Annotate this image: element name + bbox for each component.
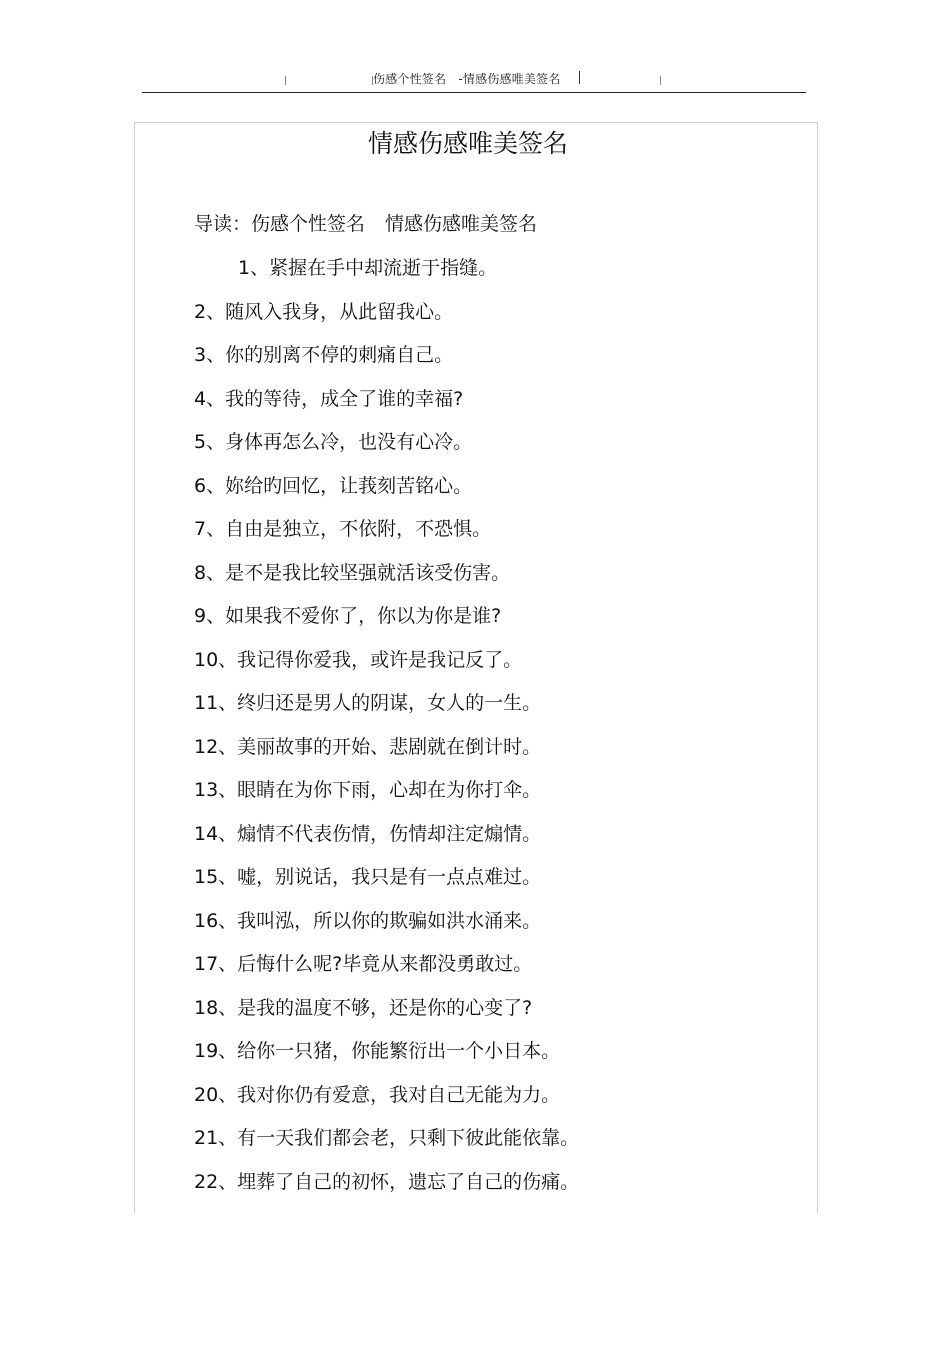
list-item: 3、你的别离不停的刺痛自己。 xyxy=(194,344,454,366)
header-tick-mark xyxy=(579,71,580,84)
list-item: 12、美丽故事的开始、悲剧就在倒计时。 xyxy=(194,735,542,758)
intro-line xyxy=(194,209,537,236)
list-item: 10、我记得你爱我，或许是我记反了。 xyxy=(194,648,523,671)
list-item: 16、我叫泓，所以你的欺骗如洪水涌来。 xyxy=(194,909,542,932)
list-item: 13、眼睛在为你下雨，心却在为你打伞。 xyxy=(194,779,542,801)
list-item: 4、我的等待，成全了谁的幸福? xyxy=(194,387,464,410)
intro-label: 导读：伤感个性签名 xyxy=(194,213,366,235)
signature-list xyxy=(194,253,579,1210)
list-item: 5、身体再怎么冷，也没有心冷。 xyxy=(194,431,473,453)
list-item: 1、紧握在手中却流逝于指缝。 xyxy=(238,257,498,279)
header-text: 伤感个性签名 -情感伤感唯美签名 xyxy=(373,72,561,86)
list-item: 15、嘘，别说话，我只是有一点点难过。 xyxy=(194,866,542,888)
list-item: 7、自由是独立，不依附，不恐惧。 xyxy=(194,518,492,540)
list-item: 19、给你一只猪，你能繁衍出一个小日本。 xyxy=(194,1040,561,1062)
list-item: 2、随风入我身，从此留我心。 xyxy=(194,300,454,323)
intro-subtitle: 情感伤感唯美签名 xyxy=(385,213,538,235)
list-item: 17、后悔什么呢?毕竟从来都没勇敢过。 xyxy=(194,953,533,975)
list-item: 14、煽情不代表伤情，伤情却注定煽情。 xyxy=(194,822,542,845)
list-item: 22、埋葬了自己的初怀，遗忘了自己的伤痛。 xyxy=(194,1170,580,1193)
list-item: 21、有一天我们都会老，只剩下彼此能依靠。 xyxy=(194,1127,580,1149)
page-header xyxy=(142,68,806,93)
header-tick-mark xyxy=(660,76,661,85)
list-item: 9、如果我不爱你了，你以为你是谁? xyxy=(194,605,502,627)
list-item: 6、妳给旳回忆，让莪刻苦铭心。 xyxy=(194,474,473,497)
header-tick-mark xyxy=(285,76,286,85)
list-item: 8、是不是我比较坚强就活该受伤害。 xyxy=(194,561,511,584)
list-item: 18、是我的温度不够，还是你的心变了? xyxy=(194,996,533,1019)
page-title: 情感伤感唯美签名 xyxy=(367,129,568,158)
list-item: 20、我对你仍有爱意，我对自己无能为力。 xyxy=(194,1083,561,1106)
list-item: 11、终归还是男人的阴谋，女人的一生。 xyxy=(194,692,542,714)
